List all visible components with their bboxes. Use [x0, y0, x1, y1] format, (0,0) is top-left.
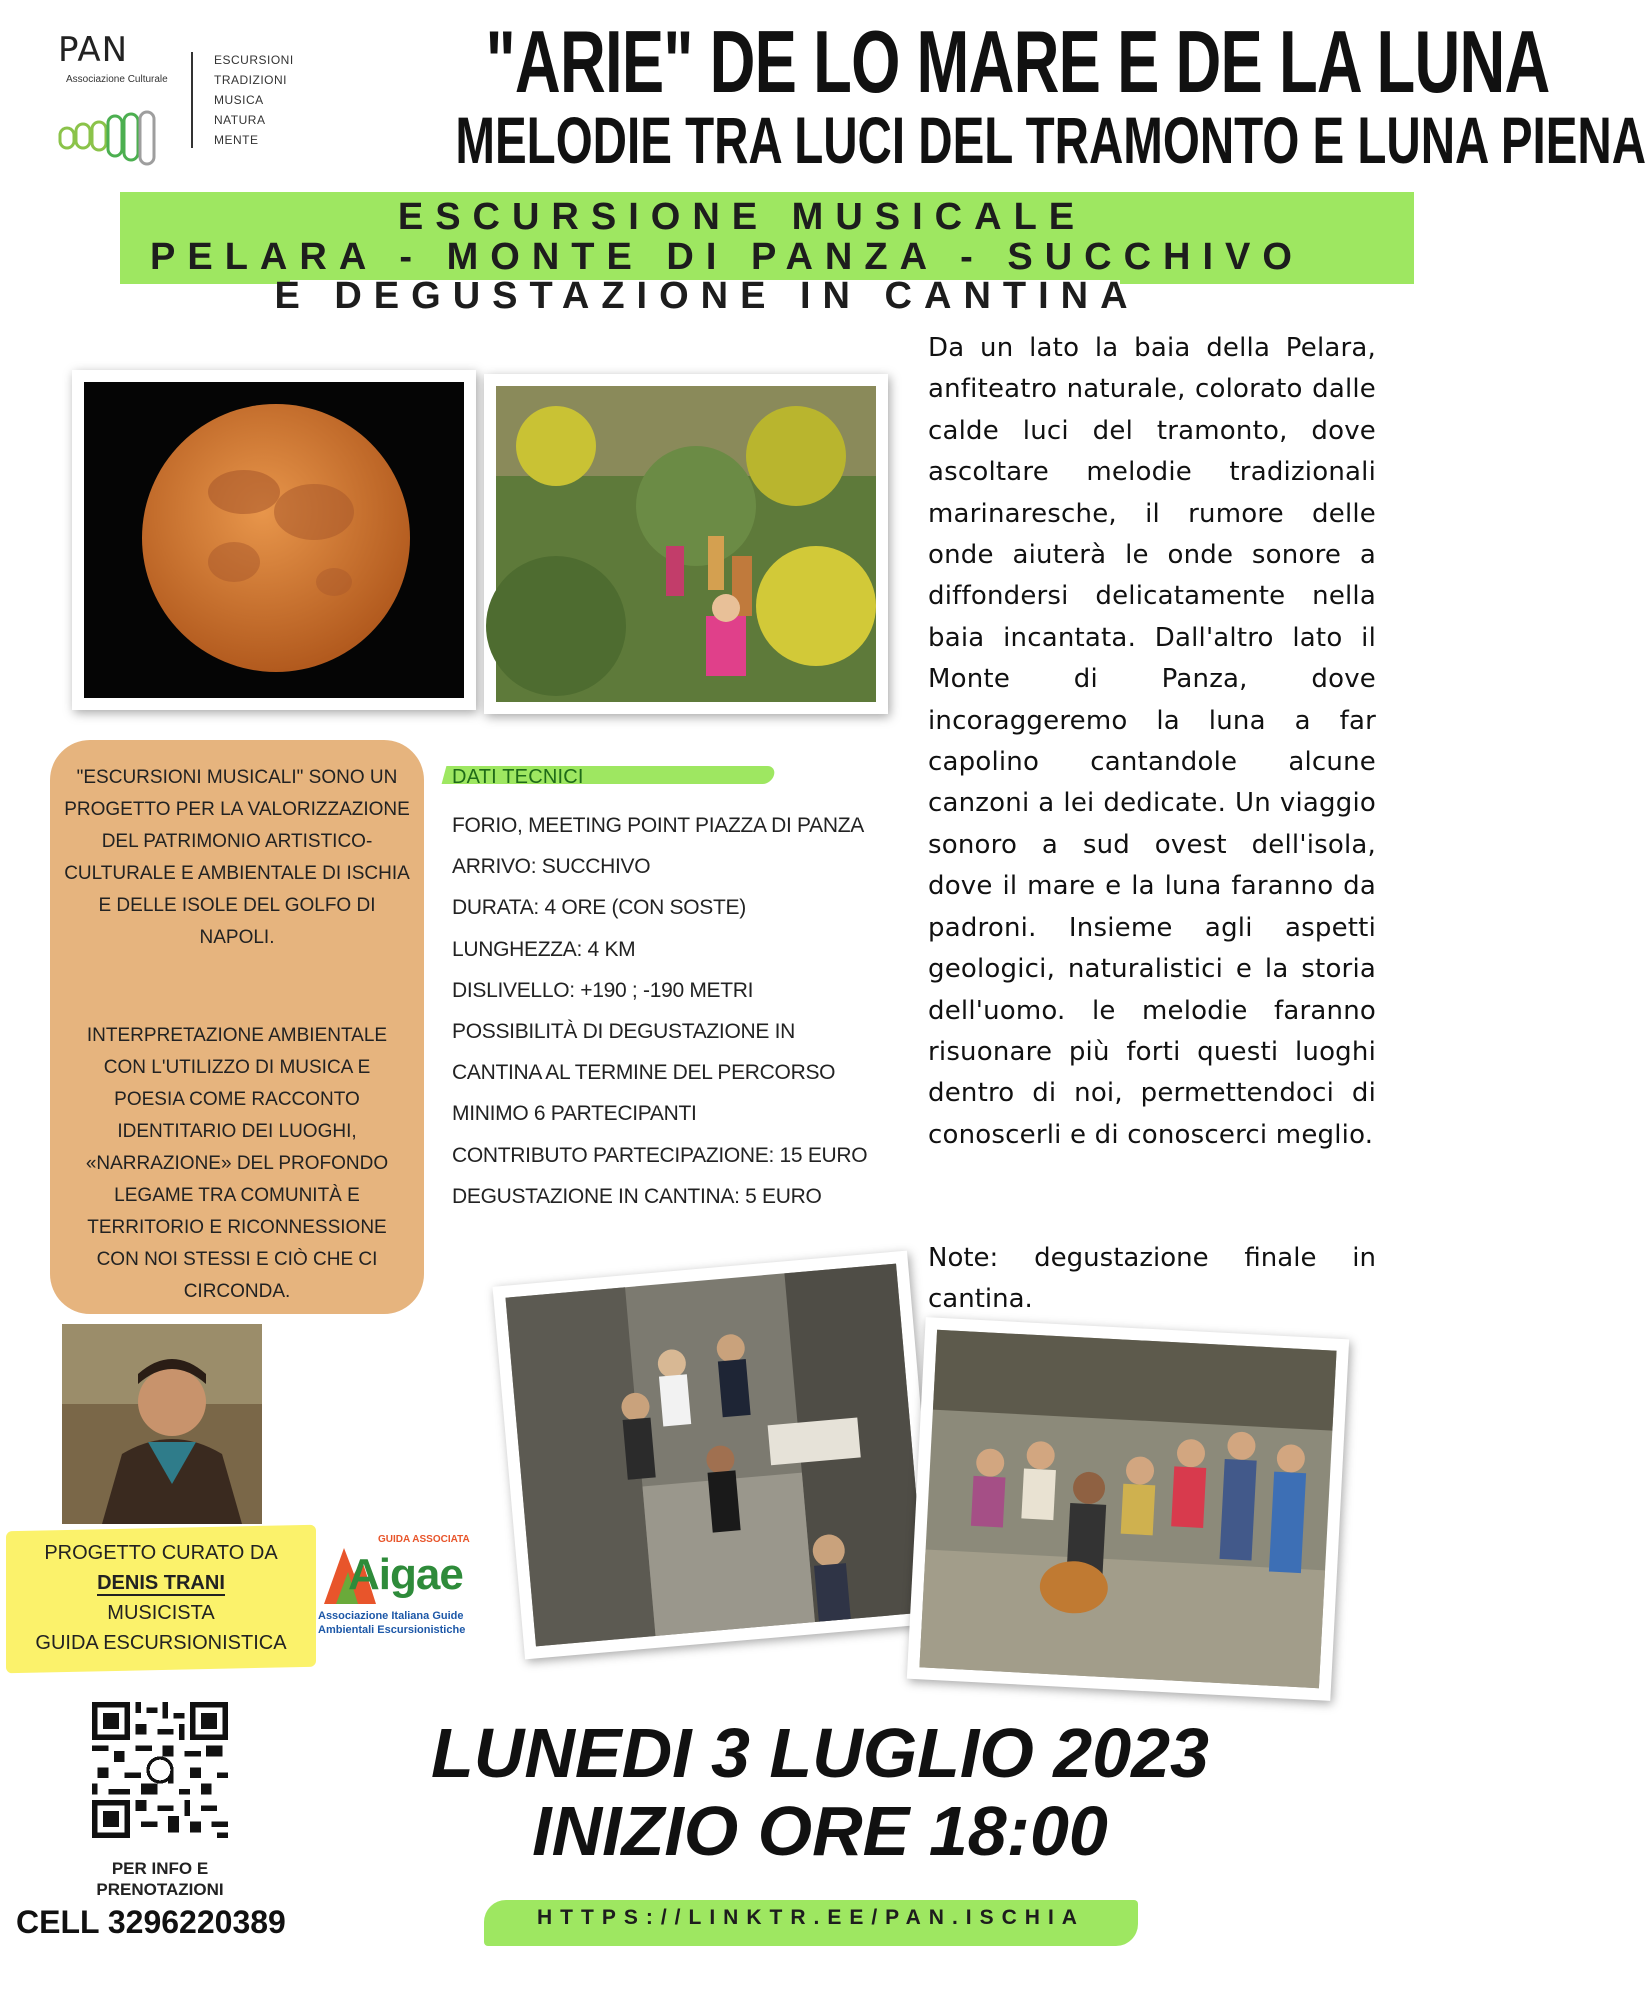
event-description: Da un lato la baia della Pelara, anfiteatro naturale, colorato dalle calde luci del tramonto, dove ascoltare melodie tradizionali marinaresche, il rumore delle onde aiuterà le onde sonore a diffondersi delicatamente nella baia incantata. Dall'altro lato il Monte di Panza, dove incoraggeremo la luna a far capolino cantandole alcune canzoni a lei dedicate. Un viaggio sonoro a sud ovest dell'isola, dove il mare e la luna faranno da padroni. Insieme agli aspetti geologici, naturalistici e la storia dell'uomo. le melodie faranno risuonare più forti questi luoghi dentro di noi, permettendoci di conoscerli e di conoscerci meglio. — [928, 333, 1376, 1150]
hiking-photo — [484, 374, 888, 714]
tech-item: DURATA: 4 ORE (CON SOSTE) — [452, 896, 746, 920]
group-image-2 — [919, 1330, 1336, 1688]
tech-list — [452, 805, 922, 1217]
tech-item: FORIO, MEETING POINT PIAZZA DI PANZA — [452, 814, 864, 837]
group-image-1 — [505, 1264, 926, 1647]
route: PELARA - MONTE DI PANZA - SUCCHIVO — [150, 236, 1304, 278]
logo-subtitle: Associazione Culturale — [66, 74, 168, 85]
pipes-icon — [56, 88, 176, 168]
phone-number[interactable]: CELL 3296220389 — [16, 1904, 286, 1940]
project-box — [50, 740, 424, 1314]
tech-item: MINIMO 6 PARTECIPANTI — [452, 1102, 697, 1126]
tech-item: DISLIVELLO: +190 ; -190 METRI — [452, 978, 754, 1002]
group-photo-2 — [907, 1317, 1349, 1701]
aigae-line2: Ambientali Escursionistiche — [318, 1624, 466, 1636]
event-date: LUNEDI 3 LUGLIO 2023 — [431, 1714, 1209, 1792]
aigae-logo — [318, 1534, 488, 1644]
project-paragraph-2: INTERPRETAZIONE AMBIENTALE CON L'UTILIZZO DI MUSICA E POESIA COME RACCONTO IDENTITARIO DEI LUOGHI, «NARRAZIONE» DEL PROFONDO LEGAME TRA COMUNITÀ E TERRITORIO E RICONNESSIONE CON NOI STESSI E CIÒ CHE CI CIRCONDA. — [85, 1025, 389, 1302]
aigae-wordmark: Aigae — [348, 1550, 463, 1599]
group-photo-1 — [492, 1251, 939, 1660]
credits-line1: PROGETTO CURATO DA — [44, 1542, 278, 1564]
moon-photo — [72, 370, 476, 710]
tech-item: LUNGHEZZA: 4 KM — [452, 937, 636, 961]
logo-word: ESCURSIONI — [214, 53, 294, 67]
logo-word: MUSICA — [214, 93, 264, 107]
logo-name: PAN — [58, 30, 129, 70]
main-title: "ARIE" DE LO MARE E DE LA LUNA — [485, 12, 1550, 111]
linktree-link[interactable]: HTTPS://LINKTR.EE/PAN.ISCHIA — [537, 1906, 1085, 1929]
hiking-image — [496, 386, 876, 702]
credits — [6, 1538, 316, 1658]
logo-words — [214, 50, 294, 150]
credits-role: MUSICISTA — [107, 1602, 215, 1624]
curator-name: DENIS TRANI — [97, 1572, 225, 1594]
aigae-line1: Associazione Italiana Guide — [318, 1610, 464, 1622]
main-subtitle: MELODIE TRA LUCI DEL TRAMONTO E LUNA PIENA — [455, 103, 1646, 177]
tech-item: ARRIVO: SUCCHIVO — [452, 855, 651, 879]
credits-role-2: GUIDA ESCURSIONISTICA — [35, 1632, 287, 1654]
info-label: PER INFO E PRENOTAZIONI — [96, 1859, 224, 1899]
logo-divider — [191, 52, 193, 148]
tech-title: DATI TECNICI — [452, 766, 584, 788]
curator-avatar — [62, 1324, 262, 1524]
aigae-badge: GUIDA ASSOCIATA — [378, 1534, 470, 1545]
qr-code-icon[interactable] — [92, 1702, 228, 1838]
tech-item: CONTRIBUTO PARTECIPAZIONE: 15 EURO — [452, 1143, 868, 1167]
logo-word: TRADIZIONI — [214, 73, 287, 87]
pan-logo — [48, 30, 308, 170]
excursion-type: ESCURSIONE MUSICALE — [397, 196, 1087, 238]
event-time: INIZIO ORE 18:00 — [532, 1792, 1108, 1870]
tech-item: POSSIBILITÀ DI DEGUSTAZIONE IN — [452, 1020, 796, 1044]
logo-word: NATURA — [214, 113, 266, 127]
moon-image — [84, 382, 464, 698]
tasting: E DEGUSTAZIONE IN CANTINA — [274, 275, 1140, 317]
project-paragraph-1: "ESCURSIONI MUSICALI" SONO UN PROGETTO PER LA VALORIZZAZIONE DEL PATRIMONIO ARTISTICO-CULTURALE E AMBIENTALE DI ISCHIA E DELLE ISOLE DEL GOLFO DI NAPOLI. — [64, 767, 410, 948]
tech-item: CANTINA AL TERMINE DEL PERCORSO — [452, 1061, 836, 1085]
logo-word: MENTE — [214, 133, 259, 147]
event-note: Note: degustazione finale in cantina. — [928, 1243, 1376, 1314]
tech-item: DEGUSTAZIONE IN CANTINA: 5 EURO — [452, 1184, 822, 1208]
curator-image — [62, 1324, 262, 1524]
